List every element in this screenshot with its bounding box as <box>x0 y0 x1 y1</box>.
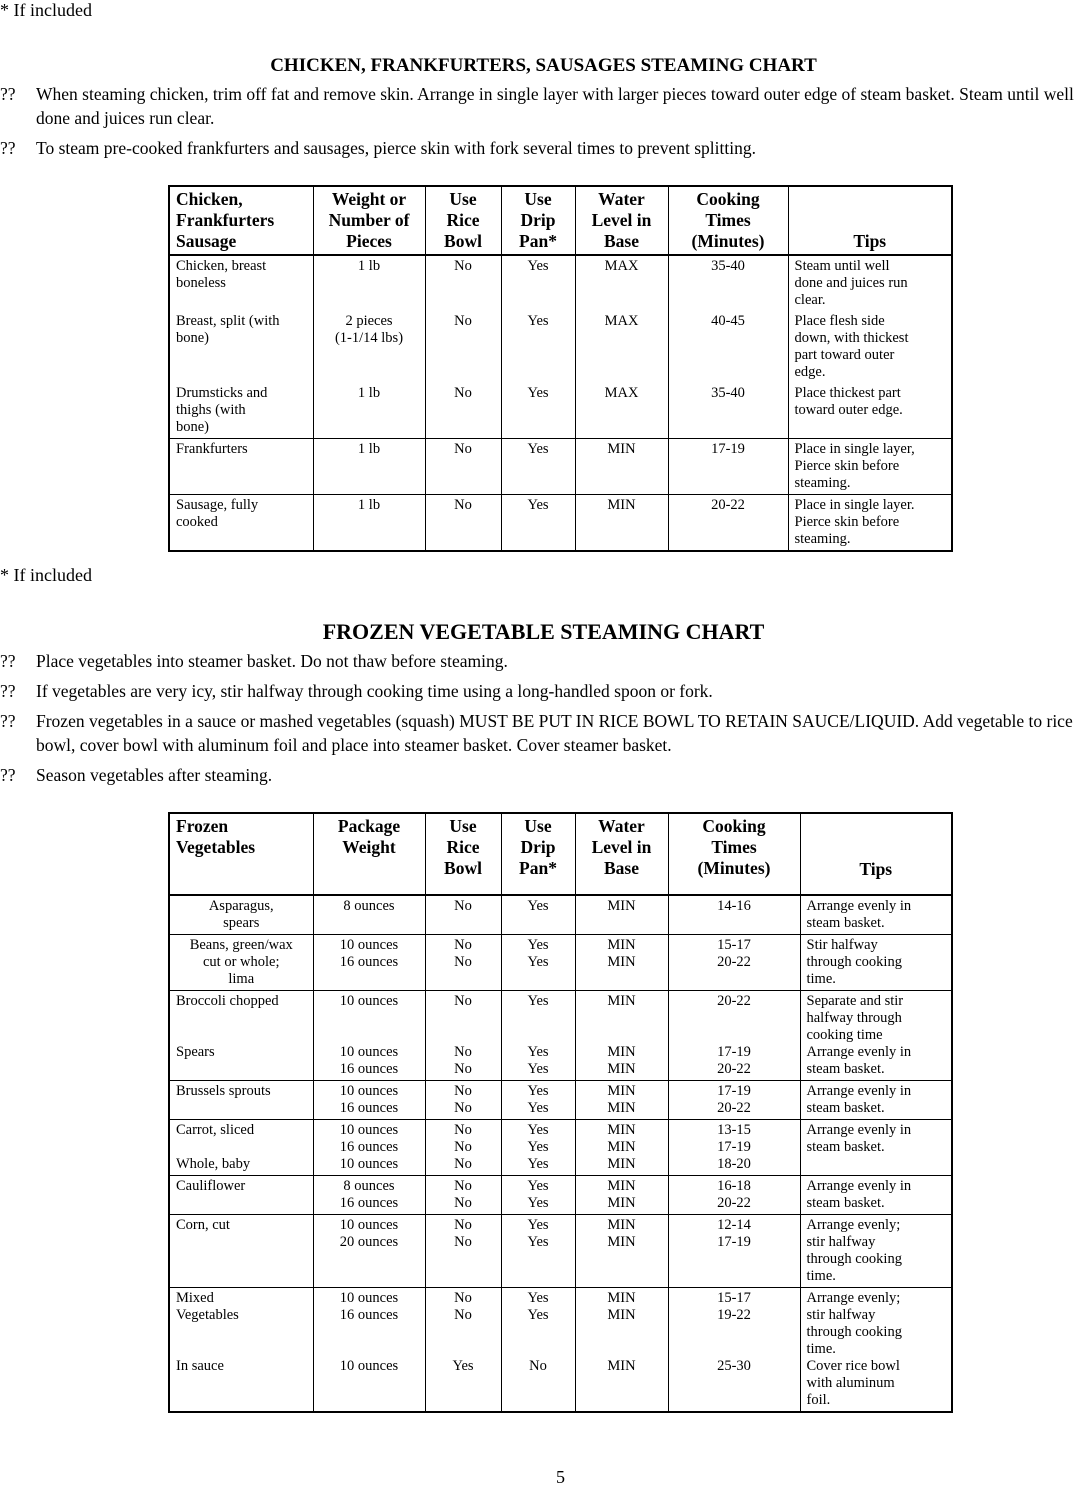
cell-rice-bowl: No <box>425 311 501 383</box>
cell-drip-pan: Yes Yes Yes <box>501 991 575 1081</box>
bullet-marker: ?? <box>0 765 16 785</box>
cell-tips: Arrange evenly; stir halfway through cooking time. Cover rice bowl with aluminum foil. <box>800 1288 952 1413</box>
table-row <box>169 1120 952 1176</box>
cell-item: Corn, cut <box>169 1215 313 1288</box>
cell-rice-bowl: No No No <box>425 1120 501 1176</box>
cell-cooking-time: 40-45 <box>668 311 788 383</box>
table-row <box>169 439 952 495</box>
cell-water-level: MAX <box>575 311 668 383</box>
cell-item: Brussels sprouts <box>169 1081 313 1120</box>
cell-drip-pan: Yes Yes <box>501 1081 575 1120</box>
column-header-weight: Weight or Number of Pieces <box>313 186 425 255</box>
instruction-text: When steaming chicken, trim off fat and remove skin. Arrange in single layer with larger pieces toward outer edge of steam basket. Steam until well done and juices run clear. <box>36 84 1074 128</box>
cell-tips: Place in single layer. Pierce skin before steaming. <box>788 495 952 552</box>
cell-weight: 10 ounces 16 ounces 10 ounces <box>313 1120 425 1176</box>
vegetable-steaming-table <box>168 812 953 1413</box>
cell-tips: Place thickest part toward outer edge. <box>788 383 952 439</box>
table-row <box>169 1081 952 1120</box>
table-row <box>169 1215 952 1288</box>
cell-water-level: MAX <box>575 255 668 311</box>
cell-water-level: MIN <box>575 895 668 935</box>
footnote-top: * If included <box>0 0 92 20</box>
vegetable-chart-title: FROZEN VEGETABLE STEAMING CHART <box>322 619 765 644</box>
bullet-marker: ?? <box>0 681 16 701</box>
cell-weight: 10 ounces 16 ounces 10 ounces <box>313 1288 425 1413</box>
column-header-rice-bowl: Use Rice Bowl <box>425 186 501 255</box>
cell-tips: Steam until well done and juices run clear. <box>788 255 952 311</box>
cell-water-level: MIN MIN <box>575 1215 668 1288</box>
bullet-marker: ?? <box>0 651 16 671</box>
cell-weight: 10 ounces 10 ounces 16 ounces <box>313 991 425 1081</box>
cell-rice-bowl: No <box>425 383 501 439</box>
bullet-marker: ?? <box>0 138 16 158</box>
cell-weight: 1 lb <box>313 495 425 552</box>
table-row <box>169 383 952 439</box>
instruction-bullet <box>0 82 1087 130</box>
cell-tips: Place in single layer, Pierce skin before steaming. <box>788 439 952 495</box>
cell-item: Frankfurters <box>169 439 313 495</box>
cell-weight: 8 ounces 16 ounces <box>313 1176 425 1215</box>
cell-drip-pan: Yes Yes <box>501 935 575 991</box>
cell-item: Asparagus, spears <box>169 895 313 935</box>
instruction-bullet <box>0 136 1087 160</box>
cell-drip-pan: Yes Yes Yes <box>501 1120 575 1176</box>
cell-water-level: MIN MIN MIN <box>575 1120 668 1176</box>
cell-rice-bowl: No No No <box>425 991 501 1081</box>
cell-drip-pan: Yes Yes <box>501 1215 575 1288</box>
cell-item: Mixed Vegetables In sauce <box>169 1288 313 1413</box>
table-row <box>169 935 952 991</box>
cell-drip-pan: Yes Yes No <box>501 1288 575 1413</box>
column-header-cooking-time: Cooking Times (Minutes) <box>668 813 800 895</box>
cell-water-level: MIN MIN <box>575 935 668 991</box>
chicken-chart-title: CHICKEN, FRANKFURTERS, SAUSAGES STEAMING CHART <box>270 55 817 76</box>
cell-tips: Arrange evenly; stir halfway through cooking time. <box>800 1215 952 1288</box>
instruction-text: Frozen vegetables in a sauce or mashed vegetables (squash) MUST BE PUT IN RICE BOWL TO RETAIN SAUCE/LIQUID. Add vegetable to rice bowl, cover bowl with aluminum foil and place into steamer basket. Cover steamer basket. <box>36 711 1073 755</box>
cell-weight: 10 ounces 16 ounces <box>313 1081 425 1120</box>
column-header-rice-bowl: Use Rice Bowl <box>425 813 501 895</box>
cell-cooking-time: 20-22 17-19 20-22 <box>668 991 800 1081</box>
column-header-tips: Tips <box>788 186 952 255</box>
cell-tips: Separate and stir halfway through cooking time Arrange evenly in steam basket. <box>800 991 952 1081</box>
cell-weight: 10 ounces 20 ounces <box>313 1215 425 1288</box>
cell-water-level: MIN MIN MIN <box>575 1288 668 1413</box>
column-header-drip-pan: Use Drip Pan* <box>501 813 575 895</box>
cell-cooking-time: 14-16 <box>668 895 800 935</box>
cell-weight: 10 ounces 16 ounces <box>313 935 425 991</box>
instruction-bullet <box>0 763 1087 787</box>
cell-drip-pan: Yes <box>501 311 575 383</box>
cell-cooking-time: 15-17 20-22 <box>668 935 800 991</box>
column-header-tips: Tips <box>800 813 952 895</box>
cell-drip-pan: Yes <box>501 255 575 311</box>
column-header-water-level: Water Level in Base <box>575 813 668 895</box>
vegetable-instructions <box>0 649 1087 793</box>
bullet-marker: ?? <box>0 84 16 104</box>
page-number: 5 <box>556 1467 565 1487</box>
cell-water-level: MIN MIN MIN <box>575 991 668 1081</box>
cell-item: Broccoli chopped Spears <box>169 991 313 1081</box>
cell-item: Sausage, fully cooked <box>169 495 313 552</box>
cell-weight: 8 ounces <box>313 895 425 935</box>
cell-water-level: MIN <box>575 495 668 552</box>
cell-rice-bowl: No <box>425 495 501 552</box>
cell-rice-bowl: No <box>425 439 501 495</box>
cell-rice-bowl: No No <box>425 935 501 991</box>
instruction-bullet <box>0 649 1087 673</box>
cell-cooking-time: 17-19 20-22 <box>668 1081 800 1120</box>
cell-tips: Arrange evenly in steam basket. <box>800 1081 952 1120</box>
chicken-steaming-table <box>168 185 953 552</box>
cell-cooking-time: 20-22 <box>668 495 788 552</box>
cell-water-level: MIN MIN <box>575 1176 668 1215</box>
table-row <box>169 1176 952 1215</box>
cell-tips: Stir halfway through cooking time. <box>800 935 952 991</box>
cell-rice-bowl: No No <box>425 1176 501 1215</box>
cell-item: Drumsticks and thighs (with bone) <box>169 383 313 439</box>
cell-cooking-time: 35-40 <box>668 255 788 311</box>
cell-tips: Arrange evenly in steam basket. <box>800 1176 952 1215</box>
cell-drip-pan: Yes <box>501 439 575 495</box>
table-row <box>169 895 952 935</box>
instruction-bullet <box>0 679 1087 703</box>
table-header-row <box>169 186 952 255</box>
instruction-text: Place vegetables into steamer basket. Do not thaw before steaming. <box>36 651 508 671</box>
column-header-drip-pan: Use Drip Pan* <box>501 186 575 255</box>
table-row <box>169 1288 952 1413</box>
cell-rice-bowl: No <box>425 255 501 311</box>
cell-cooking-time: 13-15 17-19 18-20 <box>668 1120 800 1176</box>
cell-water-level: MAX <box>575 383 668 439</box>
cell-rice-bowl: No No <box>425 1081 501 1120</box>
cell-tips: Arrange evenly in steam basket. <box>800 895 952 935</box>
column-header-water-level: Water Level in Base <box>575 186 668 255</box>
cell-cooking-time: 15-17 19-22 25-30 <box>668 1288 800 1413</box>
footnote-middle: * If included <box>0 565 92 585</box>
cell-water-level: MIN <box>575 439 668 495</box>
cell-weight: 1 lb <box>313 255 425 311</box>
table-header-row <box>169 813 952 895</box>
cell-cooking-time: 35-40 <box>668 383 788 439</box>
column-header-weight: Package Weight <box>313 813 425 895</box>
cell-drip-pan: Yes <box>501 495 575 552</box>
column-header-item: Frozen Vegetables <box>169 813 313 895</box>
table-row <box>169 255 952 311</box>
cell-item: Cauliflower <box>169 1176 313 1215</box>
cell-weight: 1 lb <box>313 383 425 439</box>
cell-rice-bowl: No <box>425 895 501 935</box>
column-header-cooking-time: Cooking Times (Minutes) <box>668 186 788 255</box>
instruction-text: To steam pre-cooked frankfurters and sausages, pierce skin with fork several times to prevent splitting. <box>36 138 756 158</box>
instruction-text: Season vegetables after steaming. <box>36 765 273 785</box>
cell-item: Breast, split (with bone) <box>169 311 313 383</box>
cell-rice-bowl: No No Yes <box>425 1288 501 1413</box>
cell-rice-bowl: No No <box>425 1215 501 1288</box>
cell-drip-pan: Yes <box>501 383 575 439</box>
cell-cooking-time: 16-18 20-22 <box>668 1176 800 1215</box>
cell-drip-pan: Yes Yes <box>501 1176 575 1215</box>
cell-cooking-time: 17-19 <box>668 439 788 495</box>
cell-item: Beans, green/wax cut or whole; lima <box>169 935 313 991</box>
cell-item: Chicken, breast boneless <box>169 255 313 311</box>
table-row <box>169 495 952 552</box>
cell-weight: 2 pieces (1-1/14 lbs) <box>313 311 425 383</box>
cell-weight: 1 lb <box>313 439 425 495</box>
column-header-item: Chicken, Frankfurters Sausage <box>169 186 313 255</box>
cell-drip-pan: Yes <box>501 895 575 935</box>
chicken-instructions <box>0 82 1087 166</box>
table-row <box>169 991 952 1081</box>
table-row <box>169 311 952 383</box>
cell-cooking-time: 12-14 17-19 <box>668 1215 800 1288</box>
cell-item: Carrot, sliced Whole, baby <box>169 1120 313 1176</box>
cell-tips: Arrange evenly in steam basket. <box>800 1120 952 1176</box>
instruction-text: If vegetables are very icy, stir halfway through cooking time using a long-handled spoon or fork. <box>36 681 713 701</box>
cell-water-level: MIN MIN <box>575 1081 668 1120</box>
bullet-marker: ?? <box>0 711 16 731</box>
cell-tips: Place flesh side down, with thickest part toward outer edge. <box>788 311 952 383</box>
instruction-bullet <box>0 709 1087 757</box>
